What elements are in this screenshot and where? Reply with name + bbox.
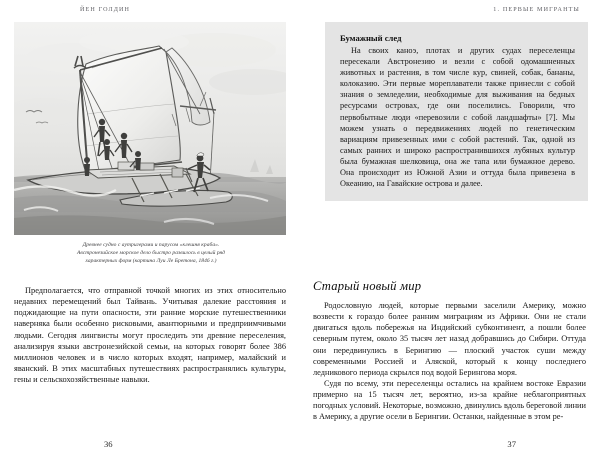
figure-caption-line-1: Древнее судно с аутригерами и парусом «клешня краба». — [82, 242, 220, 248]
page-number-left: 36 — [104, 439, 113, 449]
figure-caption — [20, 241, 282, 265]
sidebar-callout-box — [325, 22, 588, 201]
left-page-paragraph: Предполагается, что отправной точкой многих из этих относительно недавних перемещений был Тайвань. Учитывая далекие расстояния и поджидающие на пути опасности, эти ранние морские путешественники наверняка были особенно рисковыми, авантюрными и предприимчивыми людьми. Сегодня лингвисты могут проследить эти древние переселения, анализируя языки австронезийской семьи, на которых говорят более 386 миллионов человек и в число которых входят, например, малайский и яванский. В этих масштабных путешествиях распространялись культуры, гены и сельскохозяйственные навыки. — [14, 286, 286, 385]
running-head-left: ЙЕН ГОЛДИН — [80, 7, 131, 13]
figure-caption-line-3: характерных форм (картина Луи Ле Бретона, 1846 г.) — [85, 258, 217, 264]
right-page — [300, 0, 600, 461]
section-heading: Старый новый мир — [313, 279, 422, 293]
figure-caption-line-2: Австронезийское морское дело быстро развилось в целый ряд — [77, 250, 225, 256]
page-number-right: 37 — [507, 439, 516, 449]
right-page-paragraph-2: Судя по всему, эти переселенцы остались на крайнем востоке Евразии примерно на 15 тысяч лет, вероятно, из-за крайне неблагоприятных погодных условий. Некоторые, возможно, двинулись вдоль береговой линии в Америку, а другие осели в Берингии. Останки, найденные в этом ре- — [313, 379, 586, 422]
sidebar-title: Бумажный след — [340, 33, 402, 43]
right-page-paragraph-1: Родословную людей, которые первыми заселили Америку, можно возвести к гораздо более ранним миграциям из Африки. Они не стали двигаться вдоль побережья на Индийский субконтинент, а пошли более северным путем, около 35 тысяч лет назад добравшись до Сибири. Оттуда они передвинулись в Берингию — плоский участок суши между современными Россией и Аляской, который к концу последнего ледникового периода скрылся под водой Берингова моря. — [313, 301, 586, 377]
running-head-right: 1. ПЕРВЫЕ МИГРАНТЫ — [493, 7, 580, 13]
canoe-illustration-graphic — [14, 22, 286, 235]
sidebar-body-text: На своих каноэ, плотах и других судах переселенцы пересекали Австронезию и везли с собой одомашненных животных и растения, в том числе кур, свиней, собак, бананы, колоказию. Эти первые мореплаватели также принесли с собой знания о земледелии, необходимые для выживания на бедных ресурсами островах, где они поселились. Говорили, что первобытные люди «перевозили с собой ландшафты» [7]. Мы можем узнать о передвижениях людей по генетическим вариациям привезенных ими с собой растений. Так, одной из самых ранних и широко распространившихся лубяных культур была бумажная шелковица, она же тапа или бумажное дерево. Она происходит из Южной Азии и оттуда была привезена в Океанию, на Гавайские острова и далее. — [340, 46, 575, 189]
outrigger-canoe-lithograph — [14, 22, 286, 235]
